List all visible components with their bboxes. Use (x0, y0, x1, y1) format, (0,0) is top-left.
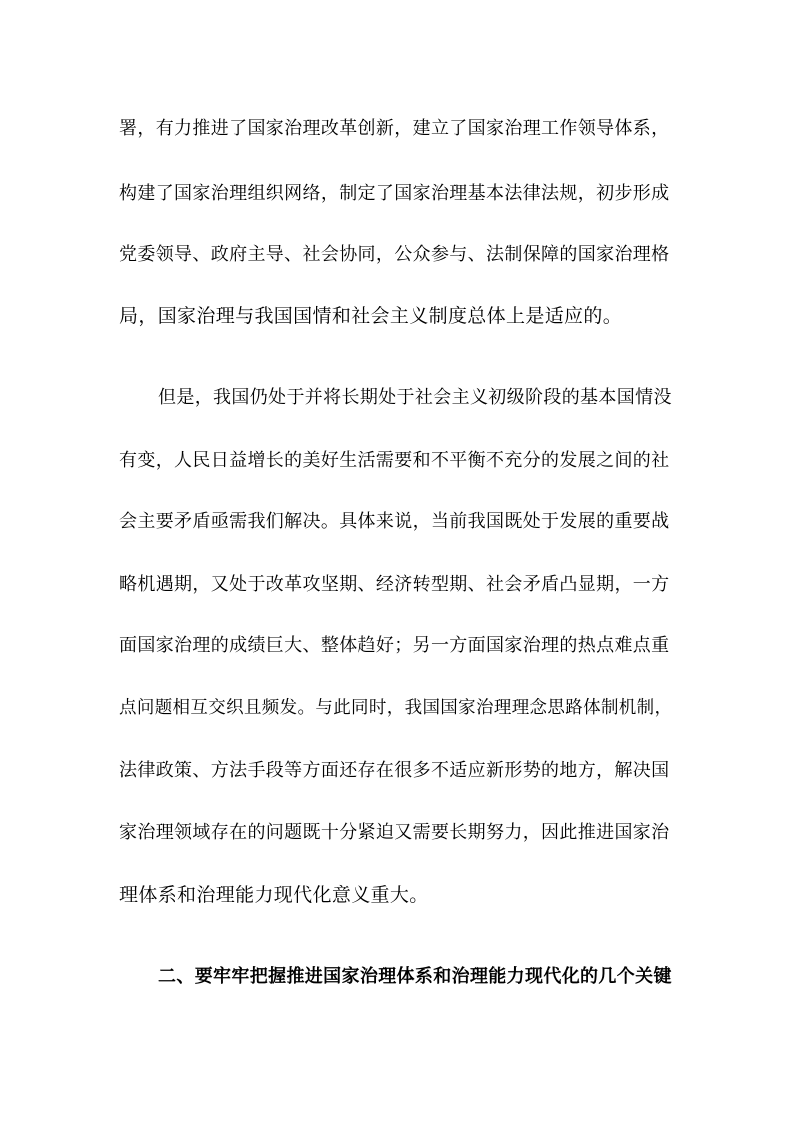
text-line: 家治理领域存在的问题既十分紧迫又需要长期努力，因此推进国家治 (119, 822, 670, 843)
text-line: 但是，我国仍处于并将长期处于社会主义初级阶段的基本国情没 (158, 387, 672, 408)
text-line: 法律政策、方法手段等方面还存在很多不适应新形势的地方，解决国 (119, 760, 670, 781)
text-line: 构建了国家治理组织网络，制定了国家治理基本法律法规，初步形成 (119, 183, 670, 204)
text-line: 略机遇期，又处于改革攻坚期、经济转型期、社会矛盾凸显期，一方 (119, 574, 670, 595)
text-line: 理体系和治理能力现代化意义重大。 (119, 884, 429, 906)
text-line: 署，有力推进了国家治理改革创新，建立了国家治理工作领导体系， (119, 118, 670, 139)
text-line: 会主要矛盾亟需我们解决。具体来说，当前我国既处于发展的重要战 (119, 511, 670, 532)
section-heading: 二、要牢牢把握推进国家治理体系和治理能力现代化的几个关键 (158, 966, 672, 987)
text-line: 党委领导、政府主导、社会协同，公众参与、法制保障的国家治理格 (119, 244, 670, 265)
text-line: 面国家治理的成绩巨大、整体趋好；另一方面国家治理的热点难点重 (119, 635, 670, 656)
text-line: 局，国家治理与我国国情和社会主义制度总体上是适应的。 (119, 305, 623, 327)
text-line: 有变，人民日益增长的美好生活需要和不平衡不充分的发展之间的社 (119, 450, 670, 471)
text-line: 点问题相互交织且频发。与此同时，我国国家治理理念思路体制机制， (119, 698, 673, 718)
